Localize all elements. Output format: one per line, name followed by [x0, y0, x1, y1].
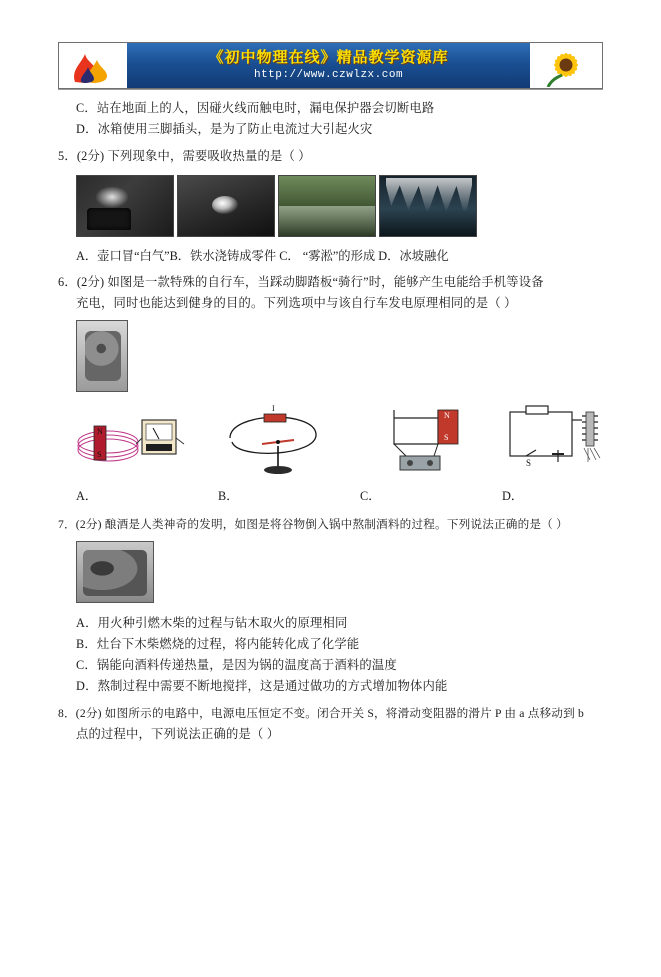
water-casting-photo	[177, 175, 275, 237]
banner-title: 《初中物理在线》精品教学资源库	[208, 50, 449, 67]
option-b-label: B．	[218, 489, 239, 503]
question-7-choice-d: D．熬制过程中需要不断地搅拌，这是通过做功的方式增加物体内能	[76, 679, 448, 693]
question-6-stem-line2: 充电，同时也能达到健身的目的。下列选项中与该自行车发电原理相同的是（ ）	[76, 296, 517, 310]
motor-magnet-diagram	[360, 398, 478, 478]
svg-text:S: S	[97, 450, 102, 459]
option-c-label: C．	[360, 489, 381, 503]
banner-text-block	[127, 43, 530, 88]
flame-logo-icon	[59, 43, 127, 88]
compass-current-wire-diagram	[218, 398, 336, 478]
q4-choice-c: C．站在地面上的人，因碰火线而触电时，漏电保护器会切断电路	[76, 101, 435, 115]
question-7-choice-c: C．锅能向酒料传递热量，是因为锅的温度高于酒料的温度	[76, 658, 397, 672]
question-6-option-figures	[58, 398, 603, 486]
question-5-figure-row	[58, 175, 603, 237]
kettle-steam-photo	[76, 175, 174, 237]
banner-url[interactable]: http://www.czwlzx.com	[253, 68, 404, 81]
question-6-stem-line1: 6．(2分) 如图是一款特殊的自行车，当踩动脚踏板“骑行”时，能够产生电能给手机等设备	[58, 275, 544, 289]
question-7-choice-a: A．用火种引燃木柴的过程与钻木取火的原理相同	[76, 616, 348, 630]
fog-forming-photo	[278, 175, 376, 237]
header-divider	[58, 89, 603, 90]
q4-choice-d: D．冰箱使用三脚插头，是为了防止电流过大引起火灾	[76, 122, 373, 136]
question-8-stem-line2: 点的过程中，下列说法正确的是（ ）	[76, 727, 280, 741]
svg-text:I: I	[272, 404, 275, 413]
question-5-choices: A．壶口冒“白气”B．铁水浇铸成零件 C． “雾淞”的形成 D．冰坡融化	[76, 249, 449, 263]
magnet-coil-galvanometer-diagram	[76, 398, 194, 478]
question-6-option-labels	[58, 486, 603, 504]
svg-text:S: S	[526, 458, 532, 468]
svg-text:N: N	[97, 427, 103, 436]
question-7-choice-b: B．灶台下木柴燃烧的过程，将内能转化成了化学能	[76, 637, 360, 651]
exercise-bike-photo	[76, 320, 128, 392]
question-5-stem: 5．(2分) 下列现象中，需要吸收热量的是（ ）	[58, 149, 311, 163]
document-page	[0, 42, 661, 977]
option-d-label: D．	[502, 489, 524, 503]
question-8-stem-line1: 8．(2分) 如图所示的电路中，电源电压恒定不变。闭合开关 S，将滑动变阻器的滑片 P 由 a 点移动到 b	[58, 707, 584, 720]
question-7-stem: 7．(2分) 酿酒是人类神奇的发明，如图是将谷物倒入锅中熬制酒料的过程。下列说法正确的是（ ）	[58, 518, 568, 531]
option-a-label: A．	[76, 489, 98, 503]
site-banner	[58, 42, 603, 89]
svg-text:N: N	[444, 411, 450, 420]
ice-melting-photo	[379, 175, 477, 237]
svg-text:S: S	[444, 433, 449, 442]
brewing-pot-photo	[76, 541, 154, 603]
electromagnet-switch-circuit-diagram	[502, 398, 620, 478]
sunflower-icon	[530, 43, 602, 88]
